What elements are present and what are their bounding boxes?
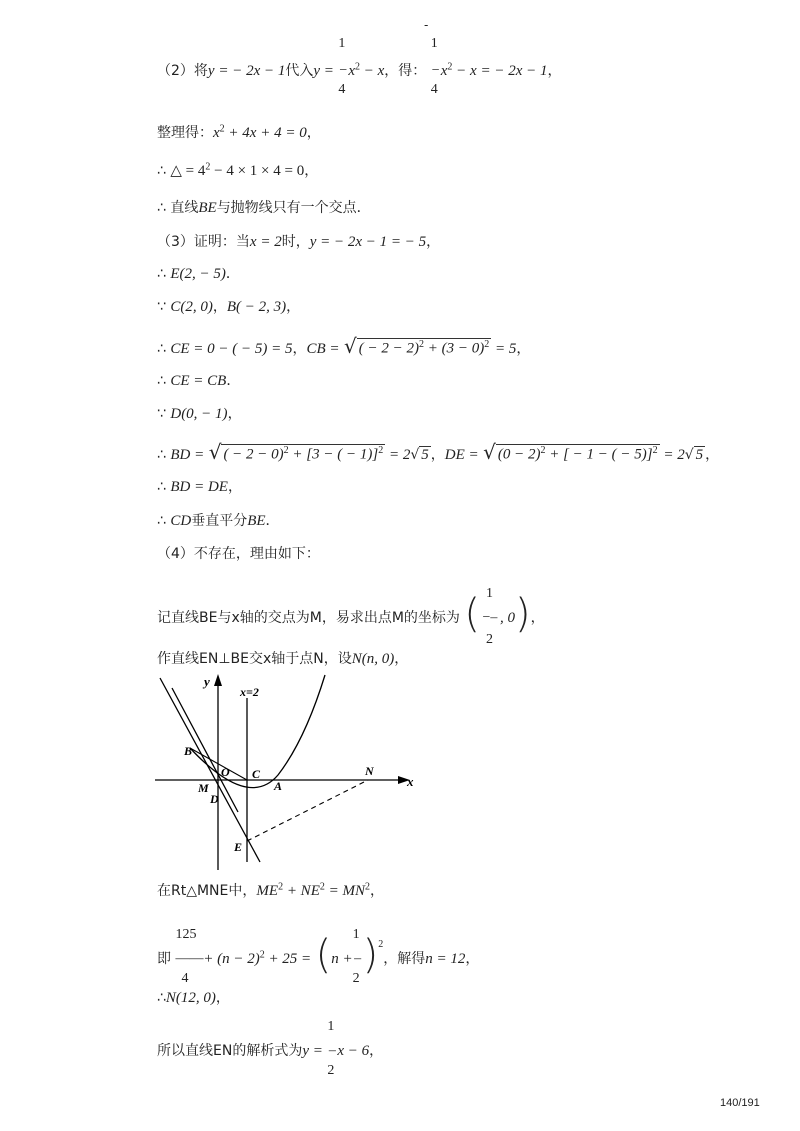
label-c: C — [252, 767, 261, 781]
label-n: N — [365, 764, 374, 778]
line-19: ∴N(12, 0)， — [157, 990, 230, 1006]
line-16: 作直线EN⊥BE交x轴于点N，设N(n, 0)， — [157, 651, 409, 667]
line-12: ∴ BD = DE， — [157, 479, 242, 495]
label-x: x — [407, 774, 414, 789]
label-m: M — [198, 781, 209, 795]
line-7: ∵ C(2, 0)，B( − 2, 3)， — [157, 299, 301, 315]
line-9: ∴ CE = CB． — [157, 373, 241, 389]
line-2: 整理得：$x^2 + 4x + 4 = 0$， — [157, 123, 321, 141]
label-e: E — [234, 840, 243, 854]
label-a: A — [274, 779, 283, 793]
line-11: ∴ BD = √ ( − 2 − 0)$^2$ + [3 − ( − 1)]$^2$ = 2√ 5 ，DE = √ $(0 - 2)^2$ + [ − 1 − ( − 5)]$^2$ = 2√ 5 ， — [157, 440, 720, 464]
line-17: 在Rt△MNE中，$ME^2 + NE^2 = MN^2$， — [157, 881, 384, 899]
line-1: （2）将y = − 2x − 1代入y = 1 − 4 $x^2 - x$，得： 1 − 4 $x^2 - x$ = − 2x − 1， — [157, 36, 562, 97]
line-8: ∴ CE = 0 − ( − 5) = 5，CB = √ ( − $2 - 2)^2 + (3 - 0)^2 = 5$， — [157, 334, 531, 358]
line-14: （4）不存在，理由如下： — [157, 546, 320, 562]
line-10: ∵ D(0, − 1)， — [157, 406, 242, 422]
line-6: ∴ E(2, − 5)． — [157, 266, 240, 282]
segment-en — [247, 780, 368, 841]
label-b: B — [184, 744, 193, 758]
line-15: 记直线BE与x轴的交点为M，易求出点M的坐标为 ( 1 −– 2 , 0)， — [157, 586, 545, 647]
page-number: 140/191 — [720, 1097, 760, 1109]
line-18: 即 125 —— 4 + $(n - 2)^2 + 25 = (n$ + 1 – 2 )$^2$，解得n = 12， — [157, 927, 480, 986]
header-dash: - — [424, 18, 429, 32]
line-20: 所以直线EN的解析式为y = 1 – 2 x − 6， — [157, 1019, 384, 1078]
label-o: O — [221, 765, 230, 779]
line-be — [160, 678, 260, 862]
label-y: y — [204, 674, 210, 689]
label-d: D — [210, 792, 219, 806]
y-axis-arrow — [214, 674, 222, 686]
label-x2: x=2 — [240, 685, 259, 699]
line-5: （3）证明：当x = 2时，y = − 2x − 1 = − 5， — [157, 234, 441, 250]
line-13: ∴ CD垂直平分BE． — [157, 513, 280, 529]
line-4: ∴ 直线BE与抛物线只有一个交点． — [157, 200, 371, 216]
geometry-figure — [150, 670, 420, 875]
line-3: ∴ △ = $4^2 - 4 \times 1 \times 4 = 0$， — [157, 161, 319, 179]
